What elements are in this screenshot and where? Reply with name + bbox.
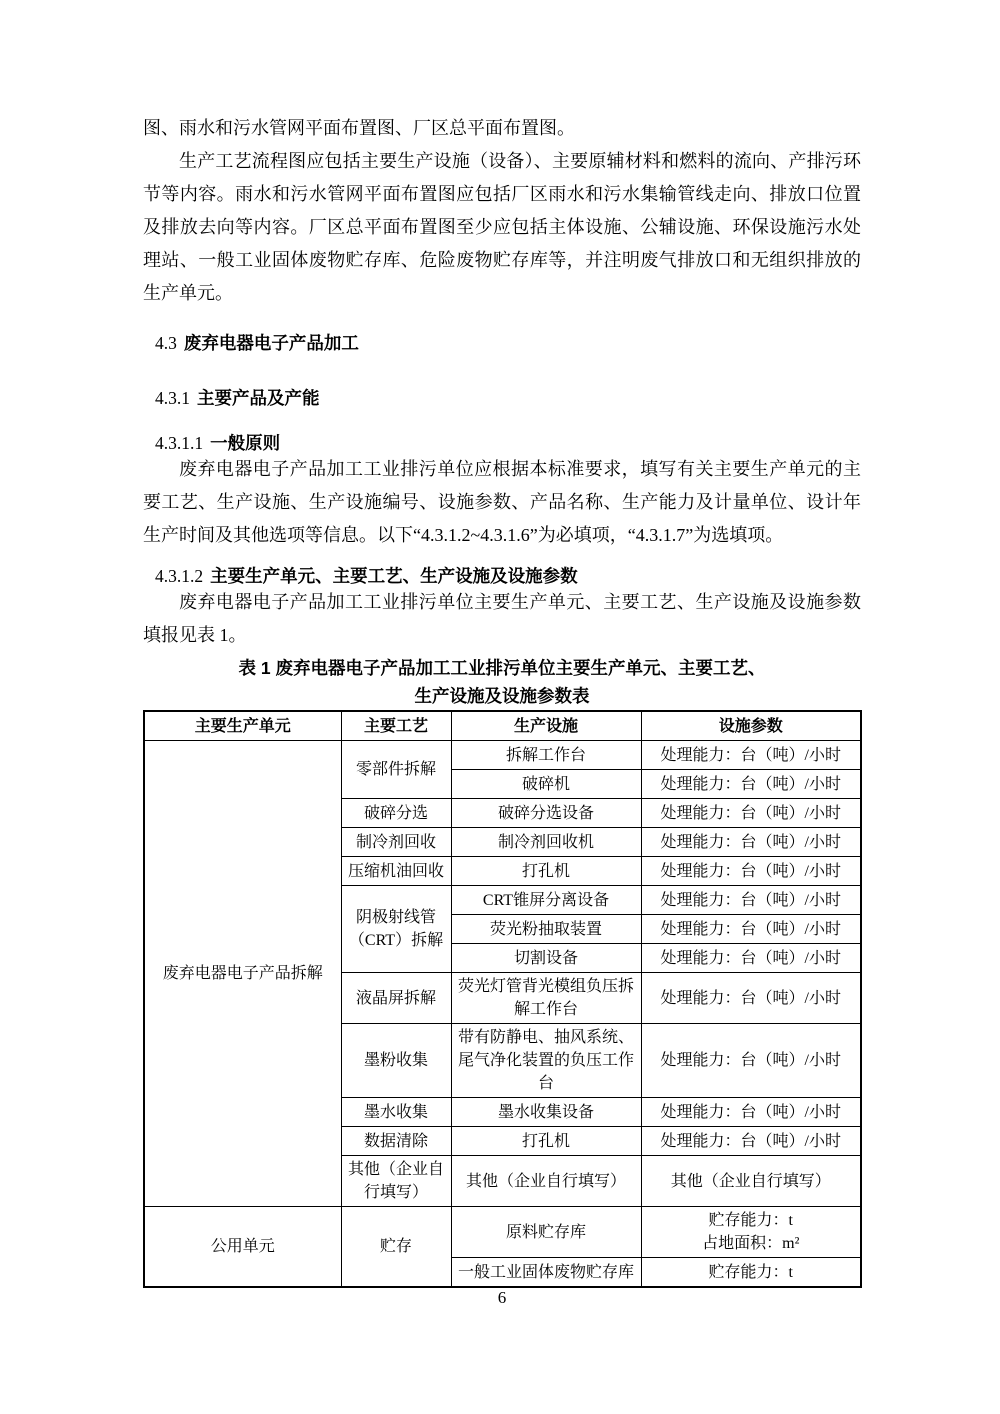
cell-line: 阴极射线管 bbox=[355, 909, 436, 926]
cell-facility: 其他（企业自行填写） bbox=[451, 1156, 641, 1207]
cell-process: 其他（企业自行填写） bbox=[341, 1156, 451, 1207]
cell-param: 处理能力：台（吨）/小时 bbox=[641, 1024, 861, 1098]
cell-facility: 破碎机 bbox=[451, 770, 641, 799]
header-facility: 生产设施 bbox=[451, 711, 641, 741]
paragraph-continued: 图、雨水和污水管网平面布置图、厂区总平面布置图。 bbox=[143, 118, 575, 138]
cell-line: 占地面积：m² bbox=[702, 1235, 800, 1252]
cell-param: 处理能力：台（吨）/小时 bbox=[641, 828, 861, 857]
cell-process: 数据清除 bbox=[341, 1127, 451, 1156]
cell-param: 处理能力：台（吨）/小时 bbox=[641, 973, 861, 1024]
section-title: 一般原则 bbox=[210, 433, 281, 453]
table-row bbox=[144, 741, 861, 770]
cell-param: 处理能力：台（吨）/小时 bbox=[641, 1098, 861, 1127]
cell-line: 台 bbox=[537, 1075, 554, 1092]
cell-process-crt bbox=[341, 886, 451, 973]
cell-process: 制冷剂回收 bbox=[341, 828, 451, 857]
cell-facility: CRT锥屏分离设备 bbox=[451, 886, 641, 915]
cell-line: 尾气净化装置的负压工作 bbox=[457, 1052, 634, 1069]
section-heading-4-3 bbox=[143, 333, 861, 353]
cell-param: 处理能力：台（吨）/小时 bbox=[641, 770, 861, 799]
table-header-row bbox=[144, 711, 861, 741]
paragraph-table-reference: 废弃电器电子产品加工工业排污单位主要生产单元、主要工艺、生产设施及设施参数填报见表 1。 bbox=[143, 592, 861, 645]
table-title-line1: 表 1 废弃电器电子产品加工工业排污单位主要生产单元、主要工艺、 bbox=[238, 658, 766, 678]
cell-unit-dismantling: 废弃电器电子产品拆解 bbox=[144, 741, 341, 1207]
cell-line: （CRT）拆解 bbox=[348, 932, 444, 949]
cell-facility: 拆解工作台 bbox=[451, 741, 641, 770]
section-title: 主要产品及产能 bbox=[197, 388, 320, 408]
cell-process: 压缩机油回收 bbox=[341, 857, 451, 886]
section-title: 废弃电器电子产品加工 bbox=[183, 333, 359, 353]
cell-line: 带有防静电、抽风系统、 bbox=[457, 1029, 634, 1046]
cell-facility: 破碎分选设备 bbox=[451, 799, 641, 828]
cell-process: 墨粉收集 bbox=[341, 1024, 451, 1098]
header-facility-param: 设施参数 bbox=[641, 711, 861, 741]
cell-param: 处理能力：台（吨）/小时 bbox=[641, 799, 861, 828]
page-number: 6 bbox=[497, 1288, 507, 1307]
table-1-production-units bbox=[143, 710, 862, 1288]
cell-param: 贮存能力：t bbox=[641, 1258, 861, 1288]
section-number: 4.3.1.2 bbox=[155, 566, 204, 586]
cell-facility: 荧光灯管背光模组负压拆解工作台 bbox=[451, 973, 641, 1024]
cell-process: 零部件拆解 bbox=[341, 741, 451, 799]
cell-facility: 一般工业固体废物贮存库 bbox=[451, 1258, 641, 1288]
cell-facility: 原料贮存库 bbox=[451, 1207, 641, 1258]
cell-param: 处理能力：台（吨）/小时 bbox=[641, 944, 861, 973]
cell-param: 处理能力：台（吨）/小时 bbox=[641, 857, 861, 886]
cell-facility: 荧光粉抽取装置 bbox=[451, 915, 641, 944]
header-main-process: 主要工艺 bbox=[341, 711, 451, 741]
cell-process: 液晶屏拆解 bbox=[341, 973, 451, 1024]
section-heading-4-3-1-2 bbox=[143, 566, 861, 586]
paragraph-general-principle: 废弃电器电子产品加工工业排污单位应根据本标准要求，填写有关主要生产单元的主要工艺、生产设施、生产设施编号、设施参数、产品名称、生产能力及计量单位、设计年生产时间及其他选项等信息。以下“4.3.1.2~4.3.1.6”为必填项，“4.3.1.7”为选填项。 bbox=[143, 459, 861, 545]
section-number: 4.3 bbox=[155, 333, 177, 353]
cell-line: 贮存能力：t bbox=[708, 1212, 793, 1229]
header-main-unit: 主要生产单元 bbox=[144, 711, 341, 741]
cell-process: 贮存 bbox=[341, 1207, 451, 1288]
cell-param: 处理能力：台（吨）/小时 bbox=[641, 1127, 861, 1156]
paragraph-process-flow: 生产工艺流程图应包括主要生产设施（设备）、主要原辅材料和燃料的流向、产排污环节等内容。雨水和污水管网平面布置图应包括厂区雨水和污水集输管线走向、排放口位置及排放去向等内容。厂区总平面布置图至少应包括主体设施、公辅设施、环保设施污水处理站、一般工业固体废物贮存库、危险废物贮存库等，并注明废气排放口和无组织排放的生产单元。 bbox=[143, 151, 861, 303]
cell-facility: 打孔机 bbox=[451, 1127, 641, 1156]
cell-facility: 墨水收集设备 bbox=[451, 1098, 641, 1127]
cell-process: 墨水收集 bbox=[341, 1098, 451, 1127]
cell-param-storage bbox=[641, 1207, 861, 1258]
cell-facility: 打孔机 bbox=[451, 857, 641, 886]
cell-facility: 制冷剂回收机 bbox=[451, 828, 641, 857]
table-title-line2: 生产设施及设施参数表 bbox=[414, 686, 590, 706]
cell-param: 处理能力：台（吨）/小时 bbox=[641, 741, 861, 770]
section-heading-4-3-1-1 bbox=[143, 433, 861, 453]
cell-facility-toner bbox=[451, 1024, 641, 1098]
section-heading-4-3-1 bbox=[143, 388, 861, 408]
cell-facility: 切割设备 bbox=[451, 944, 641, 973]
table-row bbox=[144, 1207, 861, 1258]
section-number: 4.3.1.1 bbox=[155, 433, 204, 453]
cell-param: 其他（企业自行填写） bbox=[641, 1156, 861, 1207]
section-title: 主要生产单元、主要工艺、生产设施及设施参数 bbox=[210, 566, 578, 586]
cell-unit-utility: 公用单元 bbox=[144, 1207, 341, 1288]
cell-param: 处理能力：台（吨）/小时 bbox=[641, 915, 861, 944]
cell-param: 处理能力：台（吨）/小时 bbox=[641, 886, 861, 915]
cell-process: 破碎分选 bbox=[341, 799, 451, 828]
page-content bbox=[143, 112, 861, 1288]
section-number: 4.3.1 bbox=[155, 388, 190, 408]
